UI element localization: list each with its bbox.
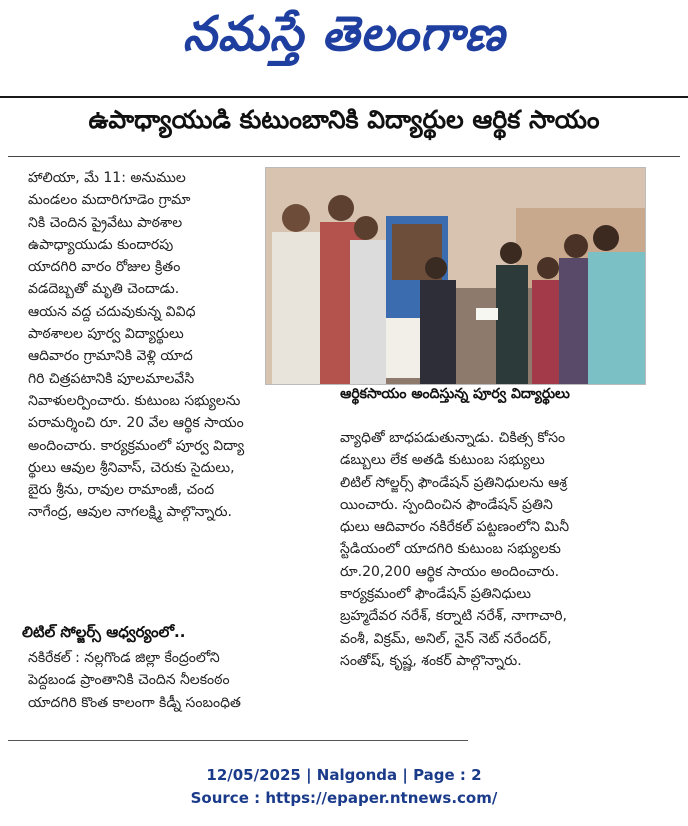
masthead-title: నమస్తే తెలంగాణ — [182, 6, 506, 62]
article-text-line: ఆయన వద్ద చదువుకున్న వివిధ — [28, 303, 196, 320]
article-text-line: మండలం మదారిగూడెం గ్రామా — [28, 192, 191, 209]
masthead-rule — [0, 96, 688, 98]
article-text-line: స్టేడియంలో యాదగిరి కుటుంబ సభ్యులకు — [340, 541, 561, 558]
article-text-line: అందించారు. కార్యక్రమంలో పూర్వ విద్యా — [28, 437, 245, 454]
article-text-line: వడదెబ్బతో మృతి చెందాడు. — [28, 281, 180, 298]
article-text-line: ర్థులు ఆవుల శ్రీనివాస్, చెరుకు సైదులు, — [28, 459, 235, 476]
article-text-line: కార్యక్రమంలో ఫౌండేషన్ ప్రతినిధులు — [340, 586, 531, 603]
article-text-line: యాదగిరి వారం రోజుల క్రితం — [28, 259, 181, 276]
footer-source-link[interactable]: Source : https://epaper.ntnews.com/ — [190, 789, 498, 807]
article-headline: ఉపాధ్యాయుడి కుటుంబానికి విద్యార్థుల ఆర్థిక సాయం — [88, 105, 600, 134]
article-left-column-continued — [28, 647, 334, 714]
photo-caption: ఆర్థికసాయం అందిస్తున్న పూర్వ విద్యార్థులు — [340, 386, 570, 402]
article-text-line: పరామర్శించి రూ. 20 వేల ఆర్థిక సాయం — [28, 415, 244, 432]
article-subheading: లిటిల్ సోల్జర్స్ ఆధ్వర్యంలో.. — [22, 623, 186, 641]
article-left-column — [28, 167, 260, 524]
article-text-line: ఉపాధ్యాయుడు కుందారపు — [28, 236, 174, 253]
article-text-line: ధులు ఆదివారం నకిరేకల్ పట్టణంలోని మినీ — [340, 519, 570, 536]
headline-rule — [8, 156, 680, 157]
article-text-line: నాగేంద్ర, ఆవుల నాగలక్ష్మి పాల్గొన్నారు. — [28, 504, 232, 521]
article-text-line: లిటిల్ సోల్జర్స్ ఫౌండేషన్ ప్రతినిధులను ఆశ్ర — [340, 474, 567, 491]
article-text-line: పాఠశాలల పూర్వ విద్యార్థులు — [28, 326, 184, 343]
article-text-line: నికి చెందిన ప్రైవేటు పాఠశాల — [28, 214, 183, 231]
article-text-line: పెద్దబండ ప్రాంతానికి చెందిన నీలకంఠం — [28, 672, 230, 689]
article-text-line: నకిరేకల్ : నల్లగొండ జిల్లా కేంద్రంలోని — [28, 650, 220, 666]
article-text-line: వ్యాధితో బాధపడుతున్నాడు. చికిత్స కోసం — [340, 430, 566, 446]
article-text-line: బైరు శ్రీను, రావుల రామాంజీ, చంద — [28, 482, 215, 499]
article-right-column — [340, 427, 640, 672]
article-text-line: డబ్బులు లేక అతడి కుటుంబ సభ్యులు — [340, 452, 545, 469]
article-text-line: గిరి చిత్రపటానికి పూలమాలవేసి — [28, 370, 195, 387]
article-text-line: వంశీ, విక్రమ్, అనిల్, నైన్ నెట్ నరేందర్, — [340, 630, 552, 647]
article-text-line: నివాళులర్పించారు. కుటుంబ సభ్యులను — [28, 392, 241, 409]
article-text-line: హాలియా, మే 11: అనుముల — [28, 170, 186, 186]
newspaper-masthead — [0, 6, 688, 76]
article-text-line: యించారు. స్పందించిన ఫౌండేషన్ ప్రతిని — [340, 496, 553, 513]
photo-illustration — [266, 168, 645, 384]
article-bottom-rule — [8, 740, 468, 741]
article-text-line: ఆదివారం గ్రామానికి వెళ్లి యాద — [28, 348, 193, 365]
article-text-line: రూ.20,200 ఆర్థిక సాయం అందించారు. — [340, 563, 560, 580]
article-text-line: సంతోష్, కృష్ణ, శంకర్ పాల్గొన్నారు. — [340, 652, 522, 669]
article-photo — [265, 167, 646, 385]
article-text-line: బ్రహ్మదేవర నరేశ్, కర్నాటి నరేశ్, నాగాచారి, — [340, 608, 568, 625]
footer-date-edition: 12/05/2025 | Nalgonda | Page : 2 — [206, 766, 482, 784]
article-text-line: యాదగిరి కొంత కాలంగా కిడ్నీ సంబంధిత — [28, 694, 241, 711]
